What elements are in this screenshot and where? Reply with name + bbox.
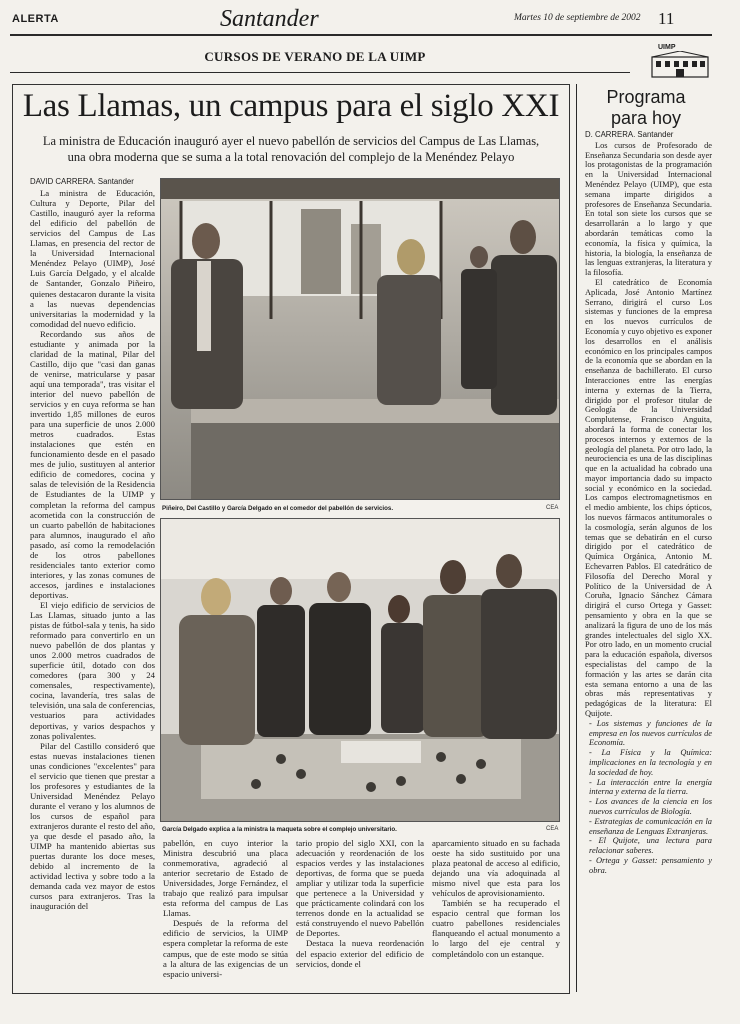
col3-paragraph: Destaca la nueva reordenación del espacio exterior del edificio de servicios, donde el: [296, 938, 424, 969]
article-byline: DAVID CARRERA. Santander: [30, 177, 134, 186]
article-column-3: [296, 838, 424, 986]
uimp-logo-text: UIMP: [658, 44, 676, 51]
header-rule: [10, 34, 712, 36]
col1-paragraph: Pilar del Castillo consideró que estas nuevas instalaciones tienen unas condiciones "excelentes" para el servicio que tienen que prestar a los profesores y estudiantes de la Universidad Menéndez Pelayo durante el verano y los alumnos de los cursos de español para extranjeros durante el resto del año, ya que desde el pasado año, la UIMP ha mantenido abiertas sus puertas durante los doce meses, debido al incremento de la actividad lectiva y sobre todo a la demanda cada vez mayor de estos cursos para extranjeros. Tras la inauguración del: [30, 740, 155, 912]
subheader-rule: [10, 72, 630, 73]
page-number: 11: [658, 9, 675, 28]
course-list-item: - Los sistemas y funciones de la empresa en los nuevos currículos de Economía.: [589, 718, 712, 748]
lead-line-2: una obra moderna que se suma a la total renovación del complejo de la Menéndez Pelayo: [67, 150, 515, 164]
building-icon: [650, 51, 710, 79]
sidebar-column: [585, 130, 712, 992]
col4-paragraph: También se ha recuperado el espacio central que forman los cuatro pabellones residenciales flanqueando el actual monumento a lo largo del eje central y completándolo con un estanque.: [432, 898, 560, 959]
course-list-item: - El Quijote, una lectura para relacionar saberes.: [589, 836, 712, 856]
photo1-caption: Piñeiro, Del Castillo y García Delgado en el comedor del pabellón de servicios.: [162, 505, 394, 512]
sidebar-divider: [576, 84, 577, 992]
issue-date: Martes 10 de septiembre de 2002: [514, 13, 641, 23]
course-list-item: - Ortega y Gasset: pensamiento y obra.: [589, 855, 712, 875]
sidebar-title-line-2: para hoy: [610, 108, 682, 128]
photo1-credit: CEA: [546, 505, 559, 511]
article-column-4: [432, 838, 560, 986]
article-column-2: [163, 838, 288, 986]
course-list-item: - La interacción entre la energía interna y externa de la tierra.: [589, 777, 712, 797]
course-list-item: - Los avances de la ciencia en los nuevos currículos de Biología.: [589, 797, 712, 816]
photo-model-campus: [160, 518, 560, 822]
photo2-caption: García Delgado explica a la ministra la maqueta sobre el complejo universitario.: [162, 826, 397, 833]
uimp-logo: [650, 44, 710, 80]
photo2-credit: CEA: [546, 826, 559, 832]
col1-paragraph: La ministra de Educación, Cultura y Deporte, Pilar del Castillo, inauguró ayer la reforma del edificio del pabellón de servicios del Campus de Las Llamas, en presencia del rector de la Universidad Internacional Menéndez Pelayo (UIMP), José Luis García Delgado, y el alcalde de Santander, Gonzalo Piñeiro, quienes destacaron durante la visita a las nuevas dependencias universitarias la modernidad y la comodidad del nuevo edificio.: [30, 188, 155, 329]
headline: Las Llamas, un campus para el siglo XXI: [22, 88, 560, 124]
col2-paragraph: Después de la reforma del edificio de servicios, la UIMP espera completar la reforma de este campus, que de este modo se sitúa a la altura de las exigencias de un espacio universi-: [163, 918, 288, 979]
col4-paragraph: aparcamiento situado en su fachada oeste ha sido sustituido por una plaza peatonal de acceso al edificio, dejando una vía adoquinada al mismo nivel que esta para los vehículos de aprovisionamiento.: [432, 838, 560, 899]
paper-name: ALERTA: [12, 13, 59, 25]
col1-paragraph: El viejo edificio de servicios de Las Llamas, situado junto a las pistas de fútbol-sala y tenis, ha sido reformado para convertirlo en un nuevo pabellón de dos plantas y unos 2.000 metros cuadrados de superficie útil, dotado con dos comedores (para 300 y 24 comensales, respectivamente), cocina, lavandería, tres salas de televisión, una sala de conferencias, vestuarios para actividades deportivas, y varios despachos y zonas polivalentes.: [30, 599, 155, 741]
lead-line-1: La ministra de Educación inauguró ayer el nuevo pabellón de servicios del Campus de Las Llamas,: [42, 134, 540, 148]
sidebar-paragraph: Los cursos de Profesorado de Enseñanza Secundaria son desde ayer los protagonistas de la programación en la Universidad Internacional Menéndez Pelayo (UIMP), que esta semana imparte dirigidos a profesores de Enseñanza Secundaria. En total son siete los cursos que se desarrollarán a lo largo y que abordarán temáticas como la economía, la física y química, la historia, la biología, la enseñanza de las lenguas extranjeras, la literatura y la filosofía.: [585, 140, 712, 278]
col1-paragraph: Recordando sus años de estudiante y animada por la claridad de la matinal, Pilar del Castillo, dijo que "casi dan ganas de venirse, matricularse y pasar aquí una temporada", tras visitar el interior del nuevo pabellón de servicios y en cuya reforma se han invertido 1,85 millones de euros para una superficie de unos 2.000 metros cuadrados. Estas instalaciones que estén en funcionamiento desde en el pasado mes de julio, sustituyen al anterior edificio de comedores, cocina y salas de televisión de la Residencia de Estudiantes de la UIMP y completan la reforma del campus acometida con la construcción de un cuarto pabellón de habitaciones para alumnos, inaugurado el año pasado, así como la remodelación de los otros pabellones residenciales tanto exterior como interiores, y las zonas comunes de accesos, jardines e instalaciones deportivas.: [30, 328, 155, 600]
section-title: Santander: [220, 6, 319, 32]
photo-dining-room: [160, 178, 560, 500]
course-list-item: - La Física y la Química: implicaciones en la tecnología y en la sociedad de hoy.: [589, 748, 712, 777]
article-column-1: [30, 177, 155, 985]
col3-paragraph: tario propio del siglo XXI, con la adecuación y reordenación de los espacios verdes y las instalaciones deportivas, de forma que se pueda ampliar y utilizar toda la superficie que pertenece a la Universidad y que prácticamente colindará con los terrenos donde en la actualidad se está construyendo el nuevo Pabellón de Deportes.: [296, 838, 424, 939]
sidebar-byline: D. CARRERA. Santander: [585, 130, 674, 139]
course-list-item: - Estrategias de comunicación en la enseñanza de Lenguas Extranjeras.: [589, 816, 712, 836]
sidebar-title-line-1: Programa: [606, 87, 686, 107]
sidebar-paragraph: El catedrático de Economía Aplicada, José Antonio Martínez Serrano, dirigirá el curso Los sistemas y funciones de la empresa en los nuevos currículos de Economía y cuyo objetivo es exponer los desarrollos en el análisis económico en los principales campos de la economía que se abordan en la enseñanza de bachillerato. El curso Interacciones entre las energías interna y externas de la Tierra, dirigido por el profesor titular de Geología de la Universidad Complutense, Francisco Anguita, abordará la forma de conectar los procesos internos y externos de la geología del planeta. Por otro lado, la neurociencia es una de las disciplinas que en la actualidad ha cobrado una mayor importancia dado su impacto social y económico en la sociedad. Los campos electromagnetismos en el medio ambiente, los chips ópticos, los nuevos fármacos antitumorales o la cosmología, serán algunos de los temas que se debatirán en el curso dirigido por el catedrático de Química Orgánica, Antonio M. Echevarren Pablos. El catedrático de Filosofía del Derecho Moral y Político de la Universidad de A Coruña, Ignacio Sánchez Cámara dirigirá el curso Ortega y Gasset: pensamiento y obra en la que se analizará la figura de uno de los más grandes intelectuales del siglo XX. Por otro lado, en un momento crucial para la educación española, diversos especialistas del campo de la formación y las artes se darán cita esta semana entorno a una de las obras más representativas y pedagógicas de la literatura: El Quijote.: [585, 277, 712, 719]
section-label: CURSOS DE VERANO DE LA UIMP: [204, 49, 426, 64]
col2-paragraph: pabellón, en cuyo interior la Ministra descubrió una placa conmemorativa, agradeció al anterior secretario de Estado de Universidades, Jorge Fernández, el trabajo que realizó para impulsar esta reforma del campus de Las Llamas.: [163, 838, 288, 919]
